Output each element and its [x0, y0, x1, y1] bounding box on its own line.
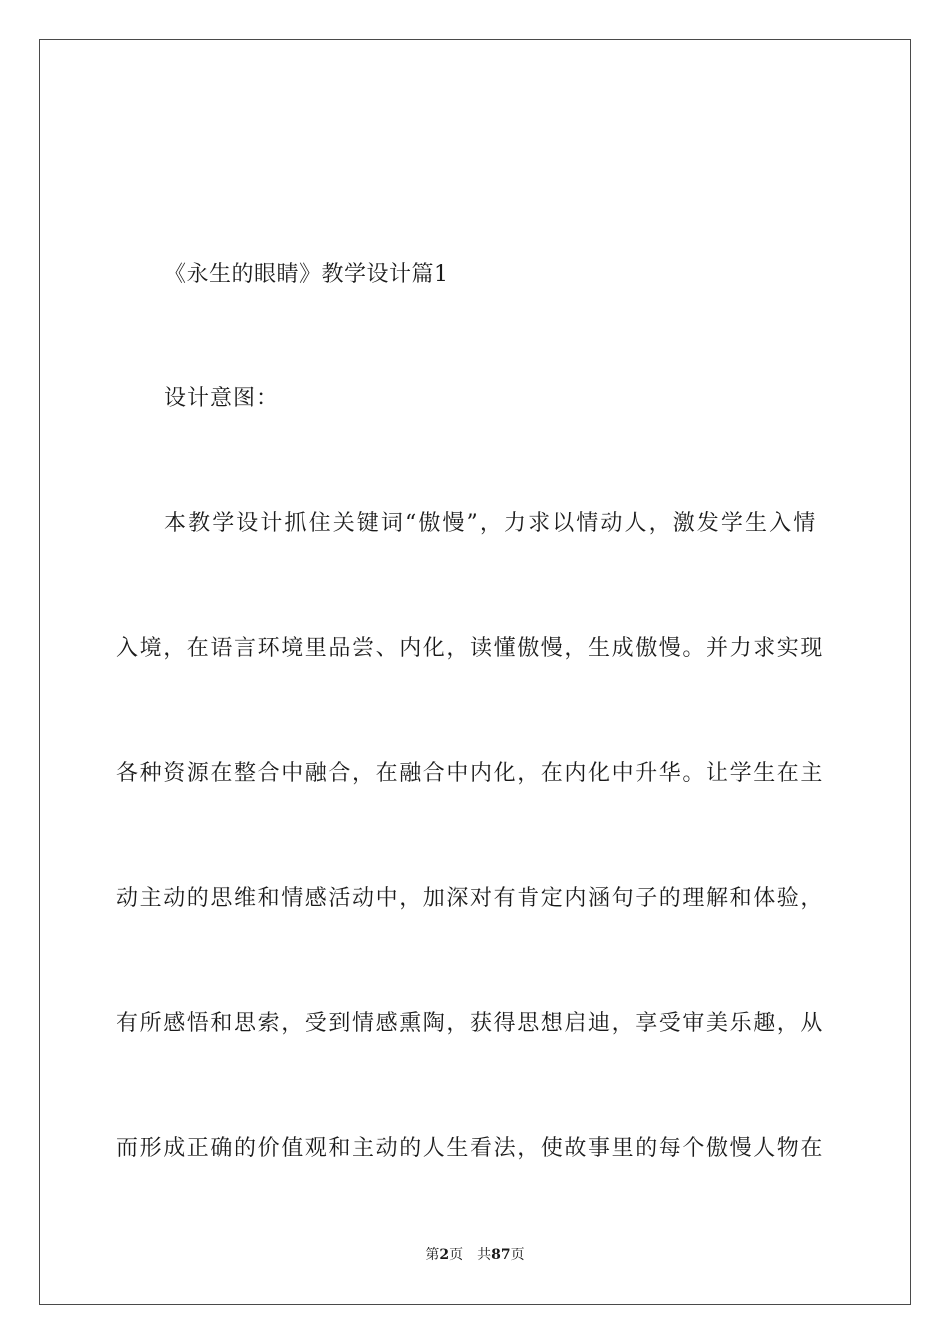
- document-title: 《永生的眼睛》教学设计篇1: [164, 262, 449, 287]
- paragraph-line-3: 各种资源在整合中融合，在融合中内化，在内化中升华。让学生在主: [116, 761, 825, 786]
- paragraph-line-5: 有所感悟和思索，受到情感熏陶，获得思想启迪，享受审美乐趣，从: [116, 1011, 825, 1036]
- footer-page-prefix: 第: [425, 1247, 440, 1263]
- section-heading: 设计意图：: [164, 386, 280, 411]
- page-border: [39, 39, 911, 1305]
- paragraph-line-1: 本教学设计抓住关键词“傲慢”，力求以情动人，激发学生入情: [164, 511, 818, 536]
- footer-page-number: 2: [439, 1247, 450, 1263]
- footer-total-suffix: 页: [510, 1247, 525, 1263]
- paragraph-line-4: 动主动的思维和情感活动中，加深对有肯定内涵句子的理解和体验，: [116, 886, 825, 911]
- footer-page-suffix: 页: [449, 1247, 464, 1263]
- page-footer: [0, 1246, 950, 1264]
- paragraph-line-2: 入境，在语言环境里品尝、内化，读懂傲慢，生成傲慢。并力求实现: [116, 636, 825, 661]
- paragraph-line-6: 而形成正确的价值观和主动的人生看法，使故事里的每个傲慢人物在: [116, 1136, 825, 1161]
- footer-total-pages: 87: [491, 1247, 511, 1263]
- footer-total-prefix: 共: [477, 1247, 492, 1263]
